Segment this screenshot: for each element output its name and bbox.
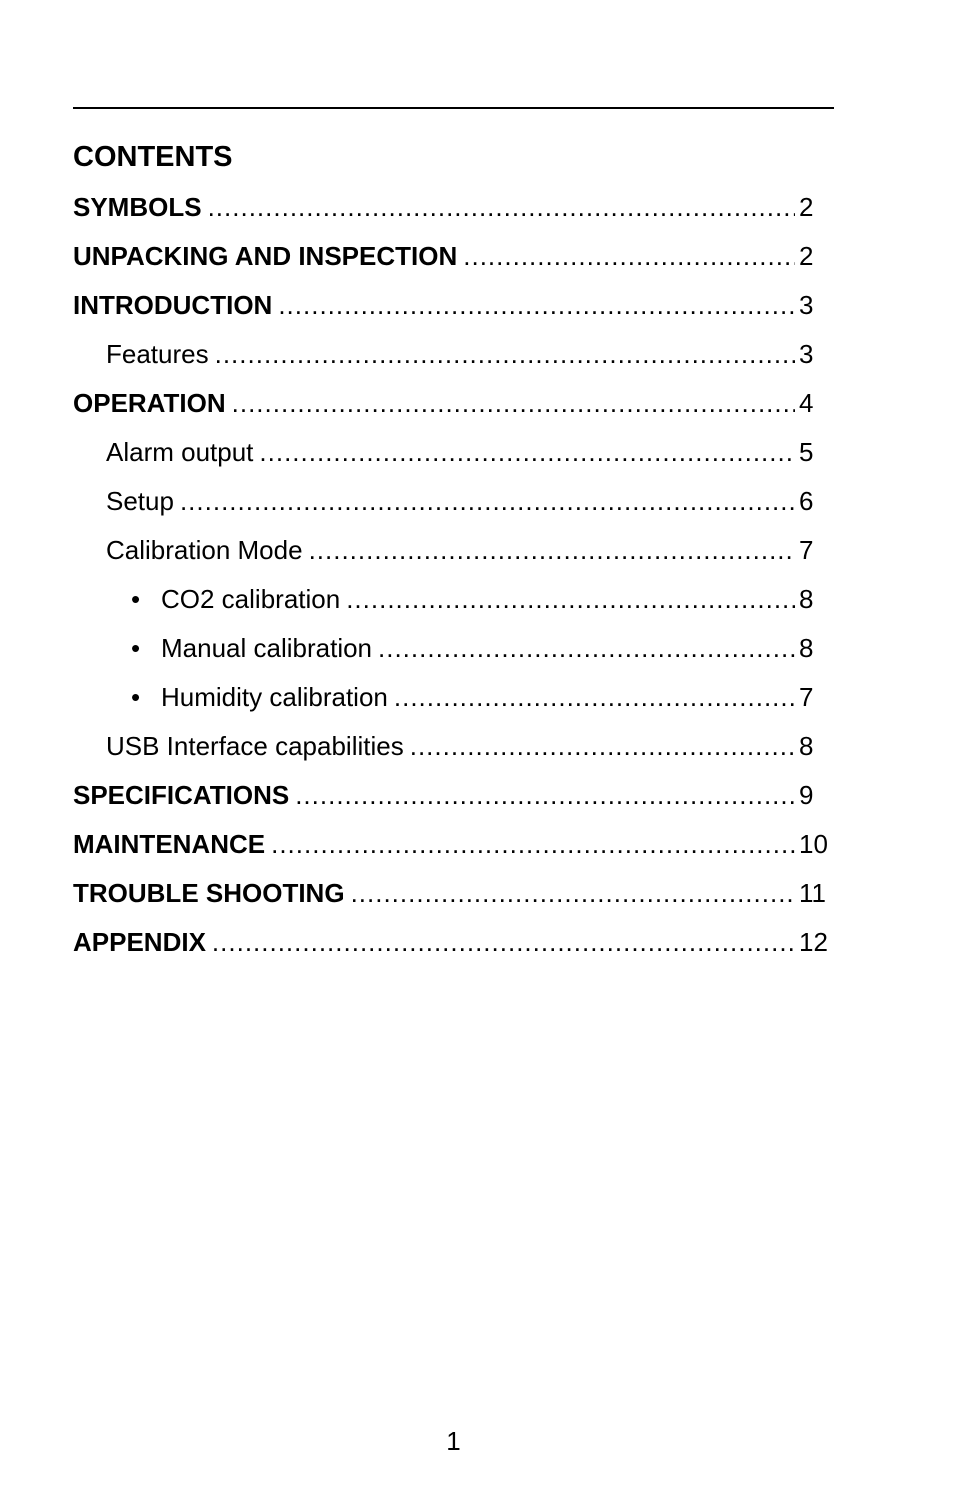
- toc-entry-page: 12: [799, 927, 828, 957]
- toc-entry-title: SYMBOLS: [73, 186, 208, 228]
- dot-leader: [410, 725, 795, 767]
- toc-entry-title-text: CO2 calibration: [161, 584, 341, 614]
- toc-entry-title: USB Interface capabilities: [106, 725, 410, 767]
- toc-entry-calibration-mode[interactable]: [73, 529, 831, 578]
- toc-entry-page: 2: [799, 241, 814, 271]
- toc-entry-title-text: Manual calibration: [161, 633, 373, 663]
- toc-entry-appendix[interactable]: [73, 921, 831, 970]
- dot-leader: [208, 186, 795, 228]
- table-of-contents: [73, 186, 831, 970]
- toc-entry-operation[interactable]: [73, 382, 831, 431]
- toc-entry-setup[interactable]: [73, 480, 831, 529]
- dot-leader: [271, 823, 795, 865]
- toc-entry-page: 11: [799, 878, 826, 908]
- toc-entry-unpacking-and-inspection[interactable]: [73, 235, 831, 284]
- dot-leader: [309, 529, 795, 571]
- toc-entry-title: [131, 627, 378, 669]
- toc-entry-page: 3: [799, 339, 814, 369]
- toc-entry-page: 8: [799, 731, 814, 761]
- toc-entry-page: 10: [799, 829, 828, 859]
- toc-entry-title-text: Humidity calibration: [161, 682, 388, 712]
- dot-leader: [351, 872, 795, 914]
- dot-leader: [215, 333, 795, 375]
- toc-entry-title: [131, 676, 394, 718]
- toc-entry-humidity-calibration[interactable]: [73, 676, 831, 725]
- top-rule: [73, 107, 834, 109]
- contents-heading: CONTENTS: [73, 141, 233, 173]
- bullet-icon: •: [131, 584, 141, 614]
- bullet-icon: •: [131, 682, 141, 712]
- dot-leader: [259, 431, 795, 473]
- toc-entry-manual-calibration[interactable]: [73, 627, 831, 676]
- toc-entry-title: Setup: [106, 480, 180, 522]
- toc-entry-page: 8: [799, 633, 814, 663]
- toc-entry-title: Features: [106, 333, 215, 375]
- toc-entry-page: 5: [799, 437, 814, 467]
- toc-entry-page: 4: [799, 388, 814, 418]
- dot-leader: [346, 578, 795, 620]
- toc-entry-title: APPENDIX: [73, 921, 212, 963]
- toc-entry-page: 8: [799, 584, 814, 614]
- page-number: 1: [446, 1426, 461, 1456]
- toc-entry-page: 2: [799, 192, 814, 222]
- toc-entry-co2-calibration[interactable]: [73, 578, 831, 627]
- toc-entry-title: Calibration Mode: [106, 529, 309, 571]
- toc-entry-specifications[interactable]: [73, 774, 831, 823]
- toc-entry-page: 6: [799, 486, 814, 516]
- dot-leader: [232, 382, 795, 424]
- toc-entry-alarm-output[interactable]: [73, 431, 831, 480]
- toc-entry-page: 3: [799, 290, 814, 320]
- toc-entry-usb-interface-capabilities[interactable]: [73, 725, 831, 774]
- toc-entry-title: INTRODUCTION: [73, 284, 278, 326]
- dot-leader: [278, 284, 795, 326]
- dot-leader: [394, 676, 795, 718]
- dot-leader: [180, 480, 795, 522]
- toc-entry-maintenance[interactable]: [73, 823, 831, 872]
- toc-entry-symbols[interactable]: [73, 186, 831, 235]
- dot-leader: [212, 921, 795, 963]
- toc-entry-title: OPERATION: [73, 382, 232, 424]
- toc-entry-title: TROUBLE SHOOTING: [73, 872, 351, 914]
- toc-entry-title: Alarm output: [106, 431, 259, 473]
- dot-leader: [295, 774, 795, 816]
- toc-entry-trouble-shooting[interactable]: [73, 872, 831, 921]
- toc-entry-title: UNPACKING AND INSPECTION: [73, 235, 463, 277]
- toc-entry-title: SPECIFICATIONS: [73, 774, 295, 816]
- toc-entry-title: MAINTENANCE: [73, 823, 271, 865]
- toc-entry-features[interactable]: [73, 333, 831, 382]
- dot-leader: [378, 627, 795, 669]
- toc-entry-page: 7: [799, 682, 814, 712]
- toc-entry-title: [131, 578, 346, 620]
- dot-leader: [463, 235, 795, 277]
- toc-entry-introduction[interactable]: [73, 284, 831, 333]
- bullet-icon: •: [131, 633, 141, 663]
- toc-entry-page: 7: [799, 535, 814, 565]
- toc-entry-page: 9: [799, 780, 814, 810]
